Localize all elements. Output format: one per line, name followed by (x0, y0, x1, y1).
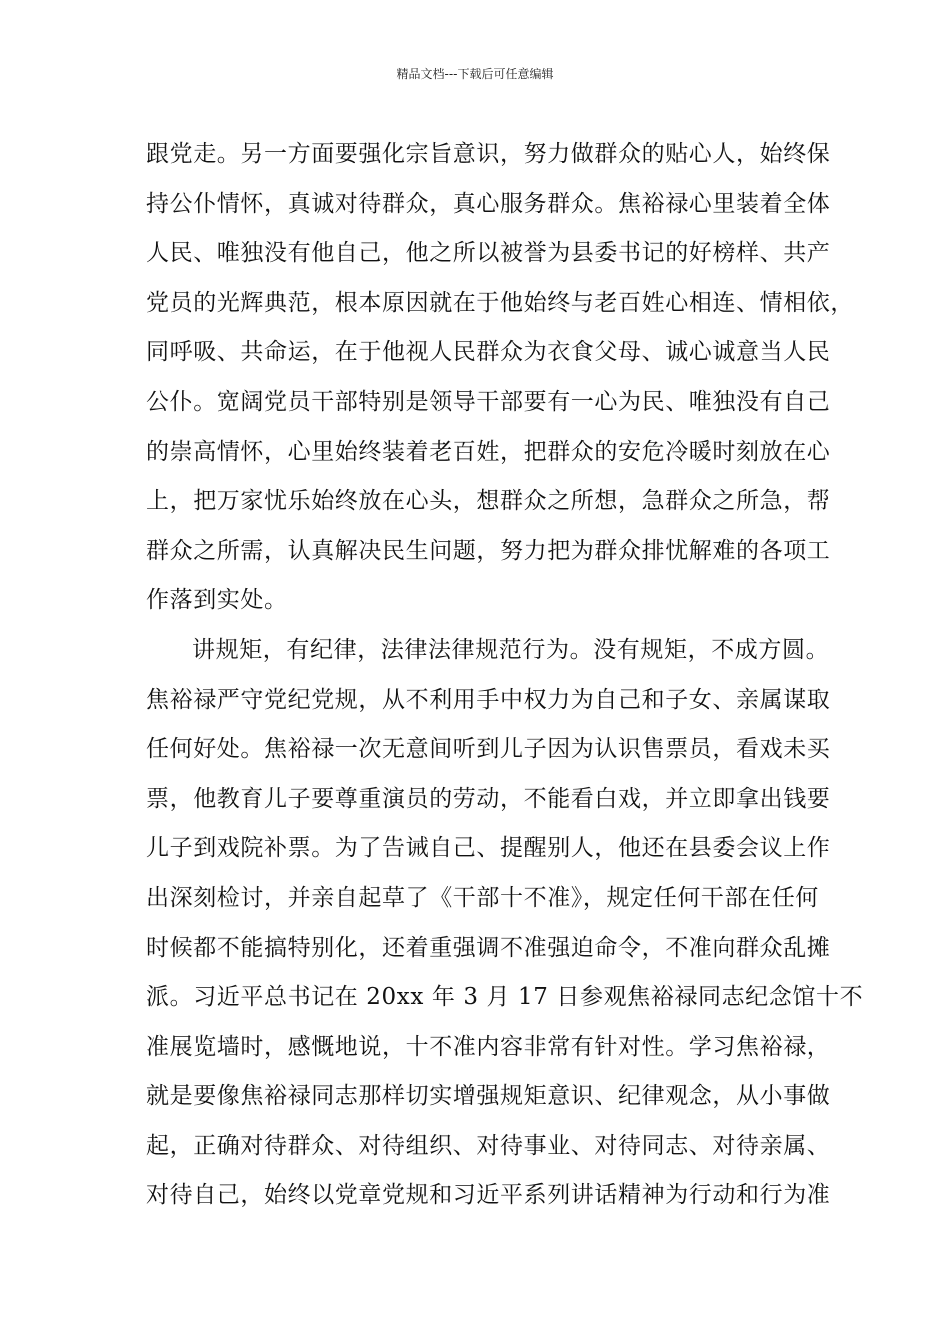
text-line: 对待自己，始终以党章党规和习近平系列讲话精神为行动和行为准 (146, 1182, 831, 1209)
text-line: 准展览墙时，感慨地说，十不准内容非常有针对性。学习焦裕禄， (146, 1033, 831, 1060)
text-line: 上，把万家忧乐始终放在心头，想群众之所想，急群众之所急，帮 (146, 488, 831, 515)
text-line: 作落到实处。 (146, 587, 288, 614)
text-line: 就是要像焦裕禄同志那样切实增强规矩意识、纪律观念，从小事做 (146, 1083, 831, 1110)
paragraph-1 (146, 130, 854, 626)
paragraph-2 (146, 626, 864, 1221)
text-line: 儿子到戏院补票。为了告诫自己、提醒别人，他还在县委会议上作 (146, 835, 831, 862)
text-line: 讲规矩，有纪律，法律法律规范行为。没有规矩，不成方圆。 (192, 636, 830, 663)
text-line: 持公仆情怀，真诚对待群众，真心服务群众。焦裕禄心里装着全体 (146, 190, 831, 217)
text-line: 人民、唯独没有他自己，他之所以被誉为县委书记的好榜样、共产 (146, 240, 831, 267)
text-line: 出深刻检讨，并亲自起草了《干部十不准》，规定任何干部在任何 (146, 884, 819, 911)
text-line: 公仆。宽阔党员干部特别是领导干部要有一心为民、唯独没有自己 (146, 388, 831, 415)
text-line: 的崇高情怀，心里始终装着老百姓，把群众的安危冷暖时刻放在心 (146, 438, 831, 465)
text-line: 跟党走。另一方面要强化宗旨意识，努力做群众的贴心人，始终保 (146, 141, 831, 167)
text-line: 票，他教育儿子要尊重演员的劳动，不能看白戏，并立即拿出钱要 (146, 785, 831, 812)
text-line: 任何好处。焦裕禄一次无意间听到儿子因为认识售票员，看戏未买 (146, 736, 831, 763)
text-line: 派。习近平总书记在 20xx 年 3 月 17 日参观焦裕禄同志纪念馆十不 (146, 984, 864, 1011)
text-line: 时候都不能搞特别化，还着重强调不准强迫命令，不准向群众乱摊 (146, 934, 831, 961)
text-line: 起，正确对待群众、对待组织、对待事业、对待同志、对待亲属、 (146, 1132, 831, 1159)
text-line: 党员的光辉典范，根本原因就在于他始终与老百姓心相连、情相依， (146, 289, 854, 316)
text-line: 同呼吸、共命运，在于他视人民群众为衣食父母、诚心诚意当人民 (146, 339, 831, 366)
text-line: 群众之所需，认真解决民生问题，努力把为群众排忧解难的各项工 (146, 537, 831, 564)
text-line: 焦裕禄严守党纪党规，从不利用手中权力为自己和子女、亲属谋取 (146, 686, 831, 713)
body-text (146, 130, 864, 1221)
page-header: 精品文档---下载后可任意编辑 (396, 67, 554, 81)
